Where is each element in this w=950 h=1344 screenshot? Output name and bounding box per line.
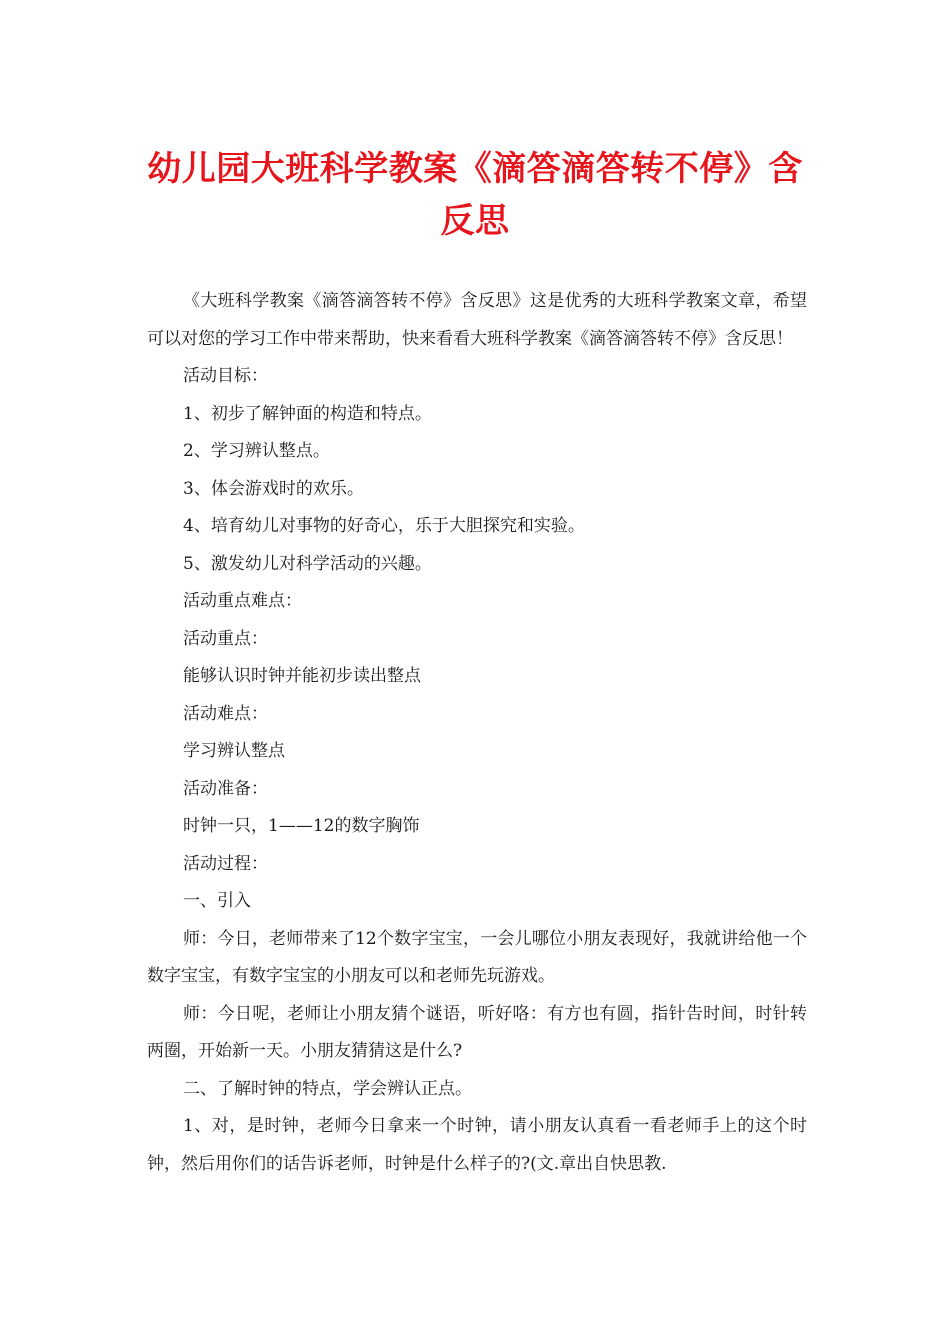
teacher-dialogue: 师：今日呢，老师让小朋友猜个谜语，听好咯：有方也有圆，指针告时间，时针转两圈，开始新一天。小朋友猜猜这是什么? xyxy=(147,1003,807,1061)
document-title: 幼儿园大班科学教案《滴答滴答转不停》含反思 xyxy=(147,149,803,241)
goal-item: 3、体会游戏时的欢乐。 xyxy=(183,478,364,499)
section-heading-goals: 活动目标： xyxy=(183,366,268,386)
goal-item: 1、初步了解钟面的构造和特点。 xyxy=(183,403,432,424)
section-heading-key-points: 活动重点难点： xyxy=(183,591,302,611)
section-heading-process: 活动过程： xyxy=(183,853,268,874)
process-step-heading: 一、引入 xyxy=(183,891,251,911)
preparation-text: 时钟一只，1——12的数字胸饰 xyxy=(183,816,420,836)
goal-item: 4、培育幼儿对事物的好奇心，乐于大胆探究和实验。 xyxy=(183,516,585,536)
teacher-dialogue: 师：今日，老师带来了12个数字宝宝，一会儿哪位小朋友表现好，我就讲给他一个数字宝宝，有数字宝宝的小朋友可以和老师先玩游戏。 xyxy=(147,928,807,986)
difficulty-text: 学习辨认整点 xyxy=(183,741,285,761)
intro-paragraph: 《大班科学教案《滴答滴答转不停》含反思》这是优秀的大班科学教案文章，希望可以对您的学习工作中带来帮助，快来看看大班科学教案《滴答滴答转不停》含反思！ xyxy=(147,291,807,349)
subheading-difficulty: 活动难点： xyxy=(183,703,268,724)
goal-item: 2、学习辨认整点。 xyxy=(183,441,330,461)
focus-text: 能够认识时钟并能初步读出整点 xyxy=(183,666,421,686)
process-step-heading: 二、了解时钟的特点，学会辨认正点。 xyxy=(183,1078,472,1099)
goal-item: 5、激发幼儿对科学活动的兴趣。 xyxy=(183,553,432,574)
subheading-focus: 活动重点： xyxy=(183,628,268,649)
document-body xyxy=(147,283,807,1183)
section-heading-preparation: 活动准备： xyxy=(183,778,268,799)
process-step-text: 1、对，是时钟，老师今日拿来一个时钟，请小朋友认真看一看老师手上的这个时钟，然后用你们的话告诉老师，时钟是什么样子的?(文.章出自快思教. xyxy=(147,1116,807,1174)
